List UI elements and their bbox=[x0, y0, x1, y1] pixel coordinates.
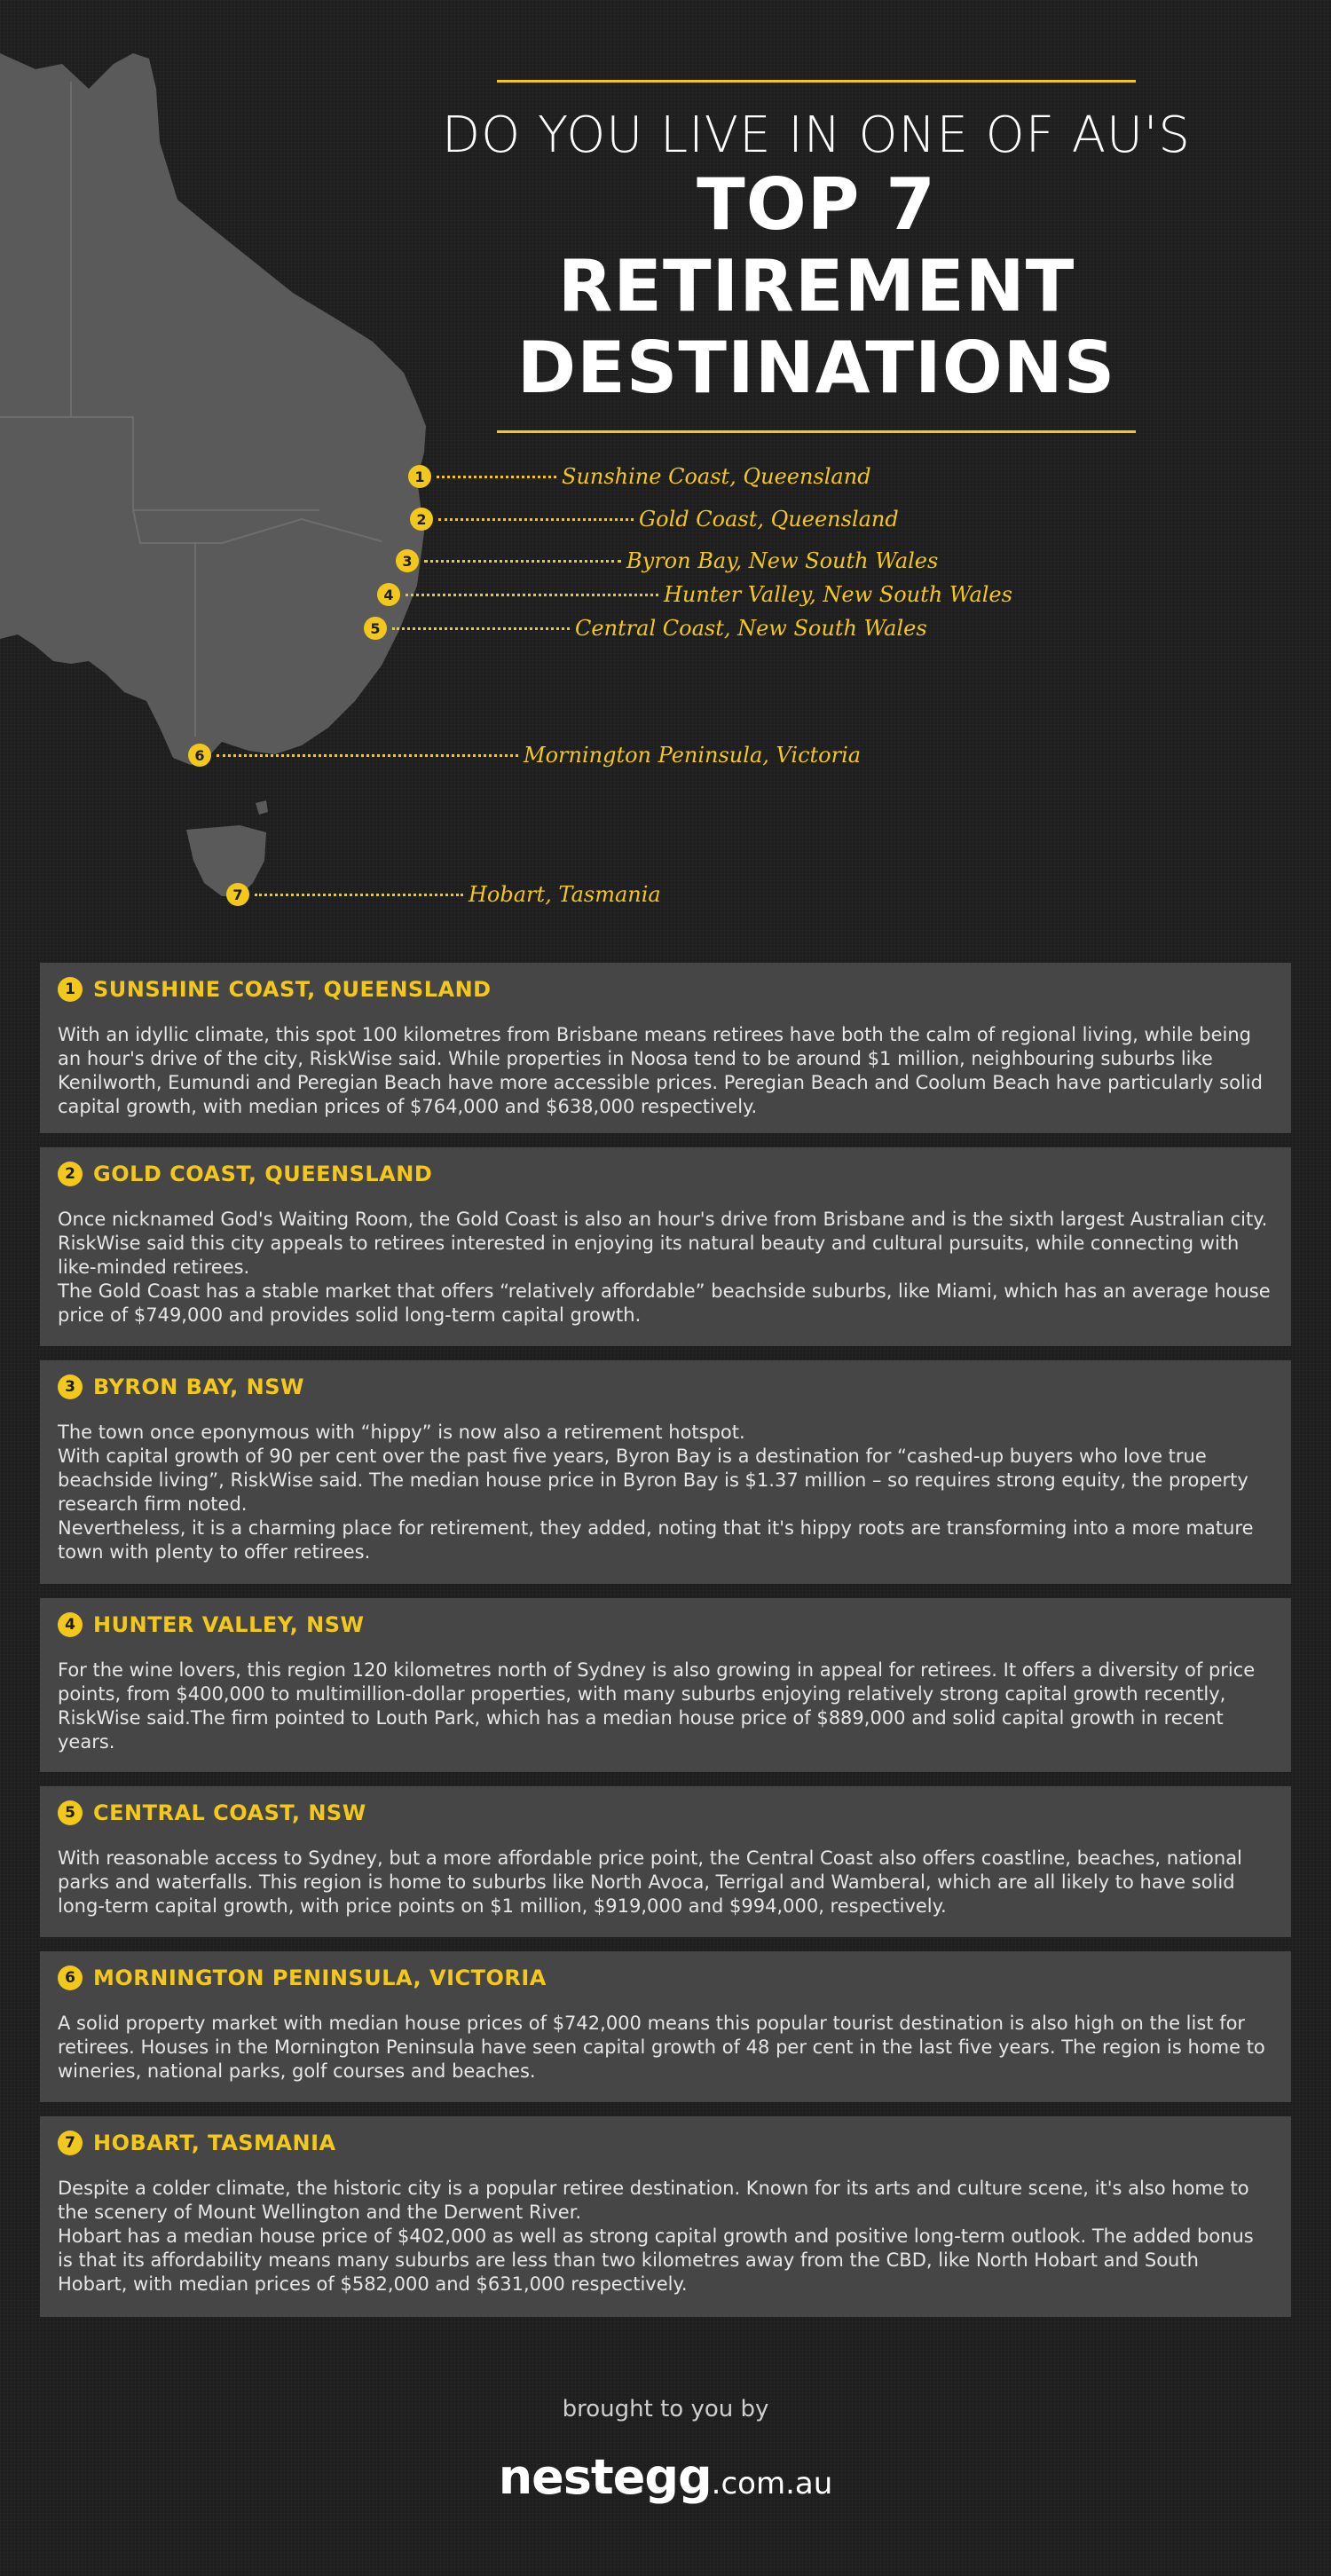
card-paragraph: With an idyllic climate, this spot 100 kilometres from Brisbane means retirees have both the calm of regional living, while being an hour's drive of the city, RiskWise said. While properties in Noosa tend to be around $1 million, neighbouring suburbs like Kenilworth, Eumundi and Peregian Beach have more accessible prices. Peregian Beach and Coolum Beach have particularly solid capital growth, with median prices of $764,000 and $638,000 respectively. bbox=[58, 1024, 1263, 1117]
card-number-badge: 1 bbox=[58, 977, 83, 1002]
marker-label: Hobart, Tasmania bbox=[469, 882, 661, 907]
card-body bbox=[58, 2177, 1273, 2296]
marker-leader-dots bbox=[424, 560, 621, 563]
card-number-badge: 6 bbox=[58, 1965, 83, 1990]
destination-card-5 bbox=[40, 1786, 1291, 1937]
destination-card-7 bbox=[40, 2116, 1291, 2317]
card-paragraph: With reasonable access to Sydney, but a more affordable price point, the Central Coast also offers coastline, beaches, national parks and waterfalls. This region is home to suburbs like North Avoca, Terrigal and Wamberal, which are all likely to have solid long-term capital growth, with price points on $1 million, $919,000 and $994,000, respectively. bbox=[58, 1847, 1242, 1917]
nestegg-logo bbox=[0, 2449, 1331, 2505]
card-body bbox=[58, 1023, 1273, 1119]
card-paragraph: With capital growth of 90 per cent over the past five years, Byron Bay is a destination for “cashed-up buyers who love true beachside living”, RiskWise said. The median house price in Byron Bay is $1.37 million – so requires strong equity, the property research firm noted. bbox=[58, 1446, 1248, 1515]
card-number-badge: 5 bbox=[58, 1800, 83, 1825]
card-number-badge: 2 bbox=[58, 1162, 83, 1186]
title-top-rule bbox=[497, 80, 1136, 83]
card-body bbox=[58, 1658, 1273, 1754]
card-title: GOLD COAST, QUEENSLAND bbox=[93, 1162, 433, 1186]
title-bottom-rule bbox=[497, 430, 1136, 433]
brought-to-you-text: brought to you by bbox=[562, 2396, 769, 2422]
card-paragraph: A solid property market with median house prices of $742,000 means this popular tourist destination is also high on the list for retirees. Houses in the Mornington Peninsula have seen capital growth of 48 per cent in the last five years. The region is home to wineries, national parks, golf courses and beaches. bbox=[58, 2013, 1265, 2082]
marker-leader-dots bbox=[438, 518, 634, 521]
logo-main: nestegg bbox=[498, 2449, 712, 2505]
marker-leader-dots bbox=[406, 594, 658, 596]
marker-leader-dots bbox=[392, 627, 570, 630]
mainland-shape bbox=[0, 53, 426, 765]
map-marker-5 bbox=[364, 616, 927, 641]
title-line-3: DESTINATIONS bbox=[516, 327, 1116, 409]
marker-label: Gold Coast, Queensland bbox=[639, 507, 899, 532]
title-line-1: DO YOU LIVE IN ONE OF AU'S bbox=[442, 106, 1191, 164]
marker-label: Sunshine Coast, Queensland bbox=[562, 464, 871, 489]
marker-leader-dots bbox=[437, 476, 556, 478]
marker-number-badge: 1 bbox=[408, 465, 431, 488]
card-body bbox=[58, 1847, 1273, 1918]
map-marker-2 bbox=[410, 507, 899, 532]
card-paragraph: The town once eponymous with “hippy” is now also a retirement hotspot. bbox=[58, 1422, 745, 1443]
card-number-badge: 4 bbox=[58, 1612, 83, 1637]
map-marker-7 bbox=[226, 882, 661, 907]
map-marker-3 bbox=[396, 548, 938, 573]
map-marker-1 bbox=[408, 464, 871, 489]
destination-card-1 bbox=[40, 963, 1291, 1133]
card-number-badge: 7 bbox=[58, 2131, 83, 2155]
card-paragraph: Hobart has a median house price of $402,000 as well as strong capital growth and positive long-term outlook. The added bonus is that its affordability means many suburbs are less than two kilometres away from the CBD, like North Hobart and South Hobart, with median prices of $582,000 and $631,000 respectively. bbox=[58, 2225, 1254, 2295]
destination-card-4 bbox=[40, 1598, 1291, 1772]
card-title: HUNTER VALLEY, NSW bbox=[93, 1612, 365, 1637]
card-title: HOBART, TASMANIA bbox=[93, 2131, 336, 2155]
marker-number-badge: 5 bbox=[364, 617, 387, 640]
footer bbox=[0, 2396, 1331, 2505]
marker-leader-dots bbox=[217, 754, 518, 757]
marker-label: Central Coast, New South Wales bbox=[575, 616, 927, 641]
marker-number-badge: 6 bbox=[188, 744, 211, 767]
marker-label: Mornington Peninsula, Victoria bbox=[524, 743, 862, 768]
logo-suffix: .com.au bbox=[711, 2466, 833, 2501]
marker-number-badge: 4 bbox=[377, 583, 400, 606]
marker-number-badge: 3 bbox=[396, 549, 419, 572]
card-number-badge: 3 bbox=[58, 1375, 83, 1399]
title-block bbox=[435, 80, 1198, 433]
destination-card-2 bbox=[40, 1147, 1291, 1346]
title-line-2: TOP 7 RETIREMENT bbox=[557, 163, 1075, 327]
card-paragraph: Once nicknamed God's Waiting Room, the Gold Coast is also an hour's drive from Brisbane and is the sixth largest Australian city. RiskWise said this city appeals to retirees interested in enjoying its natural beauty and cultural pursuits, while connecting with like-minded retirees. bbox=[58, 1209, 1268, 1278]
hero-section bbox=[0, 0, 1331, 941]
card-body bbox=[58, 1208, 1273, 1327]
destination-card-6 bbox=[40, 1951, 1291, 2102]
destination-cards bbox=[40, 963, 1291, 2331]
card-paragraph: For the wine lovers, this region 120 kilometres north of Sydney is also growing in appeal for retirees. It offers a diversity of price points, from $400,000 to multimillion-dollar properties, with many suburbs enjoying relatively strong capital growth recently, RiskWise said.The firm pointed to Louth Park, which has a median house price of $889,000 and solid capital growth in recent years. bbox=[58, 1659, 1256, 1753]
card-paragraph: The Gold Coast has a stable market that offers “relatively affordable” beachside suburbs, like Miami, which has an average house price of $749,000 and provides solid long-term capital growth. bbox=[58, 1280, 1271, 1326]
card-title: MORNINGTON PENINSULA, VICTORIA bbox=[93, 1965, 547, 1990]
marker-number-badge: 2 bbox=[410, 508, 433, 531]
destination-card-3 bbox=[40, 1360, 1291, 1584]
marker-label: Byron Bay, New South Wales bbox=[626, 548, 939, 573]
marker-label: Hunter Valley, New South Wales bbox=[664, 582, 1012, 607]
card-body bbox=[58, 1421, 1273, 1564]
card-paragraph: Despite a colder climate, the historic city is a popular retiree destination. Known for its arts and culture scene, it's also home to the scenery of Mount Wellington and the Derwent River. bbox=[58, 2178, 1249, 2223]
map-marker-6 bbox=[188, 743, 861, 768]
card-body bbox=[58, 2012, 1273, 2084]
card-title: CENTRAL COAST, NSW bbox=[93, 1800, 366, 1825]
marker-leader-dots bbox=[255, 894, 463, 896]
marker-number-badge: 7 bbox=[226, 883, 249, 906]
card-title: BYRON BAY, NSW bbox=[93, 1375, 304, 1399]
card-paragraph: Nevertheless, it is a charming place for retirement, they added, noting that it's hippy roots are transforming into a more mature town with plenty to offer retirees. bbox=[58, 1517, 1254, 1563]
king-island-shape bbox=[256, 800, 268, 815]
map-marker-4 bbox=[377, 582, 1012, 607]
card-title: SUNSHINE COAST, QUEENSLAND bbox=[93, 977, 492, 1002]
